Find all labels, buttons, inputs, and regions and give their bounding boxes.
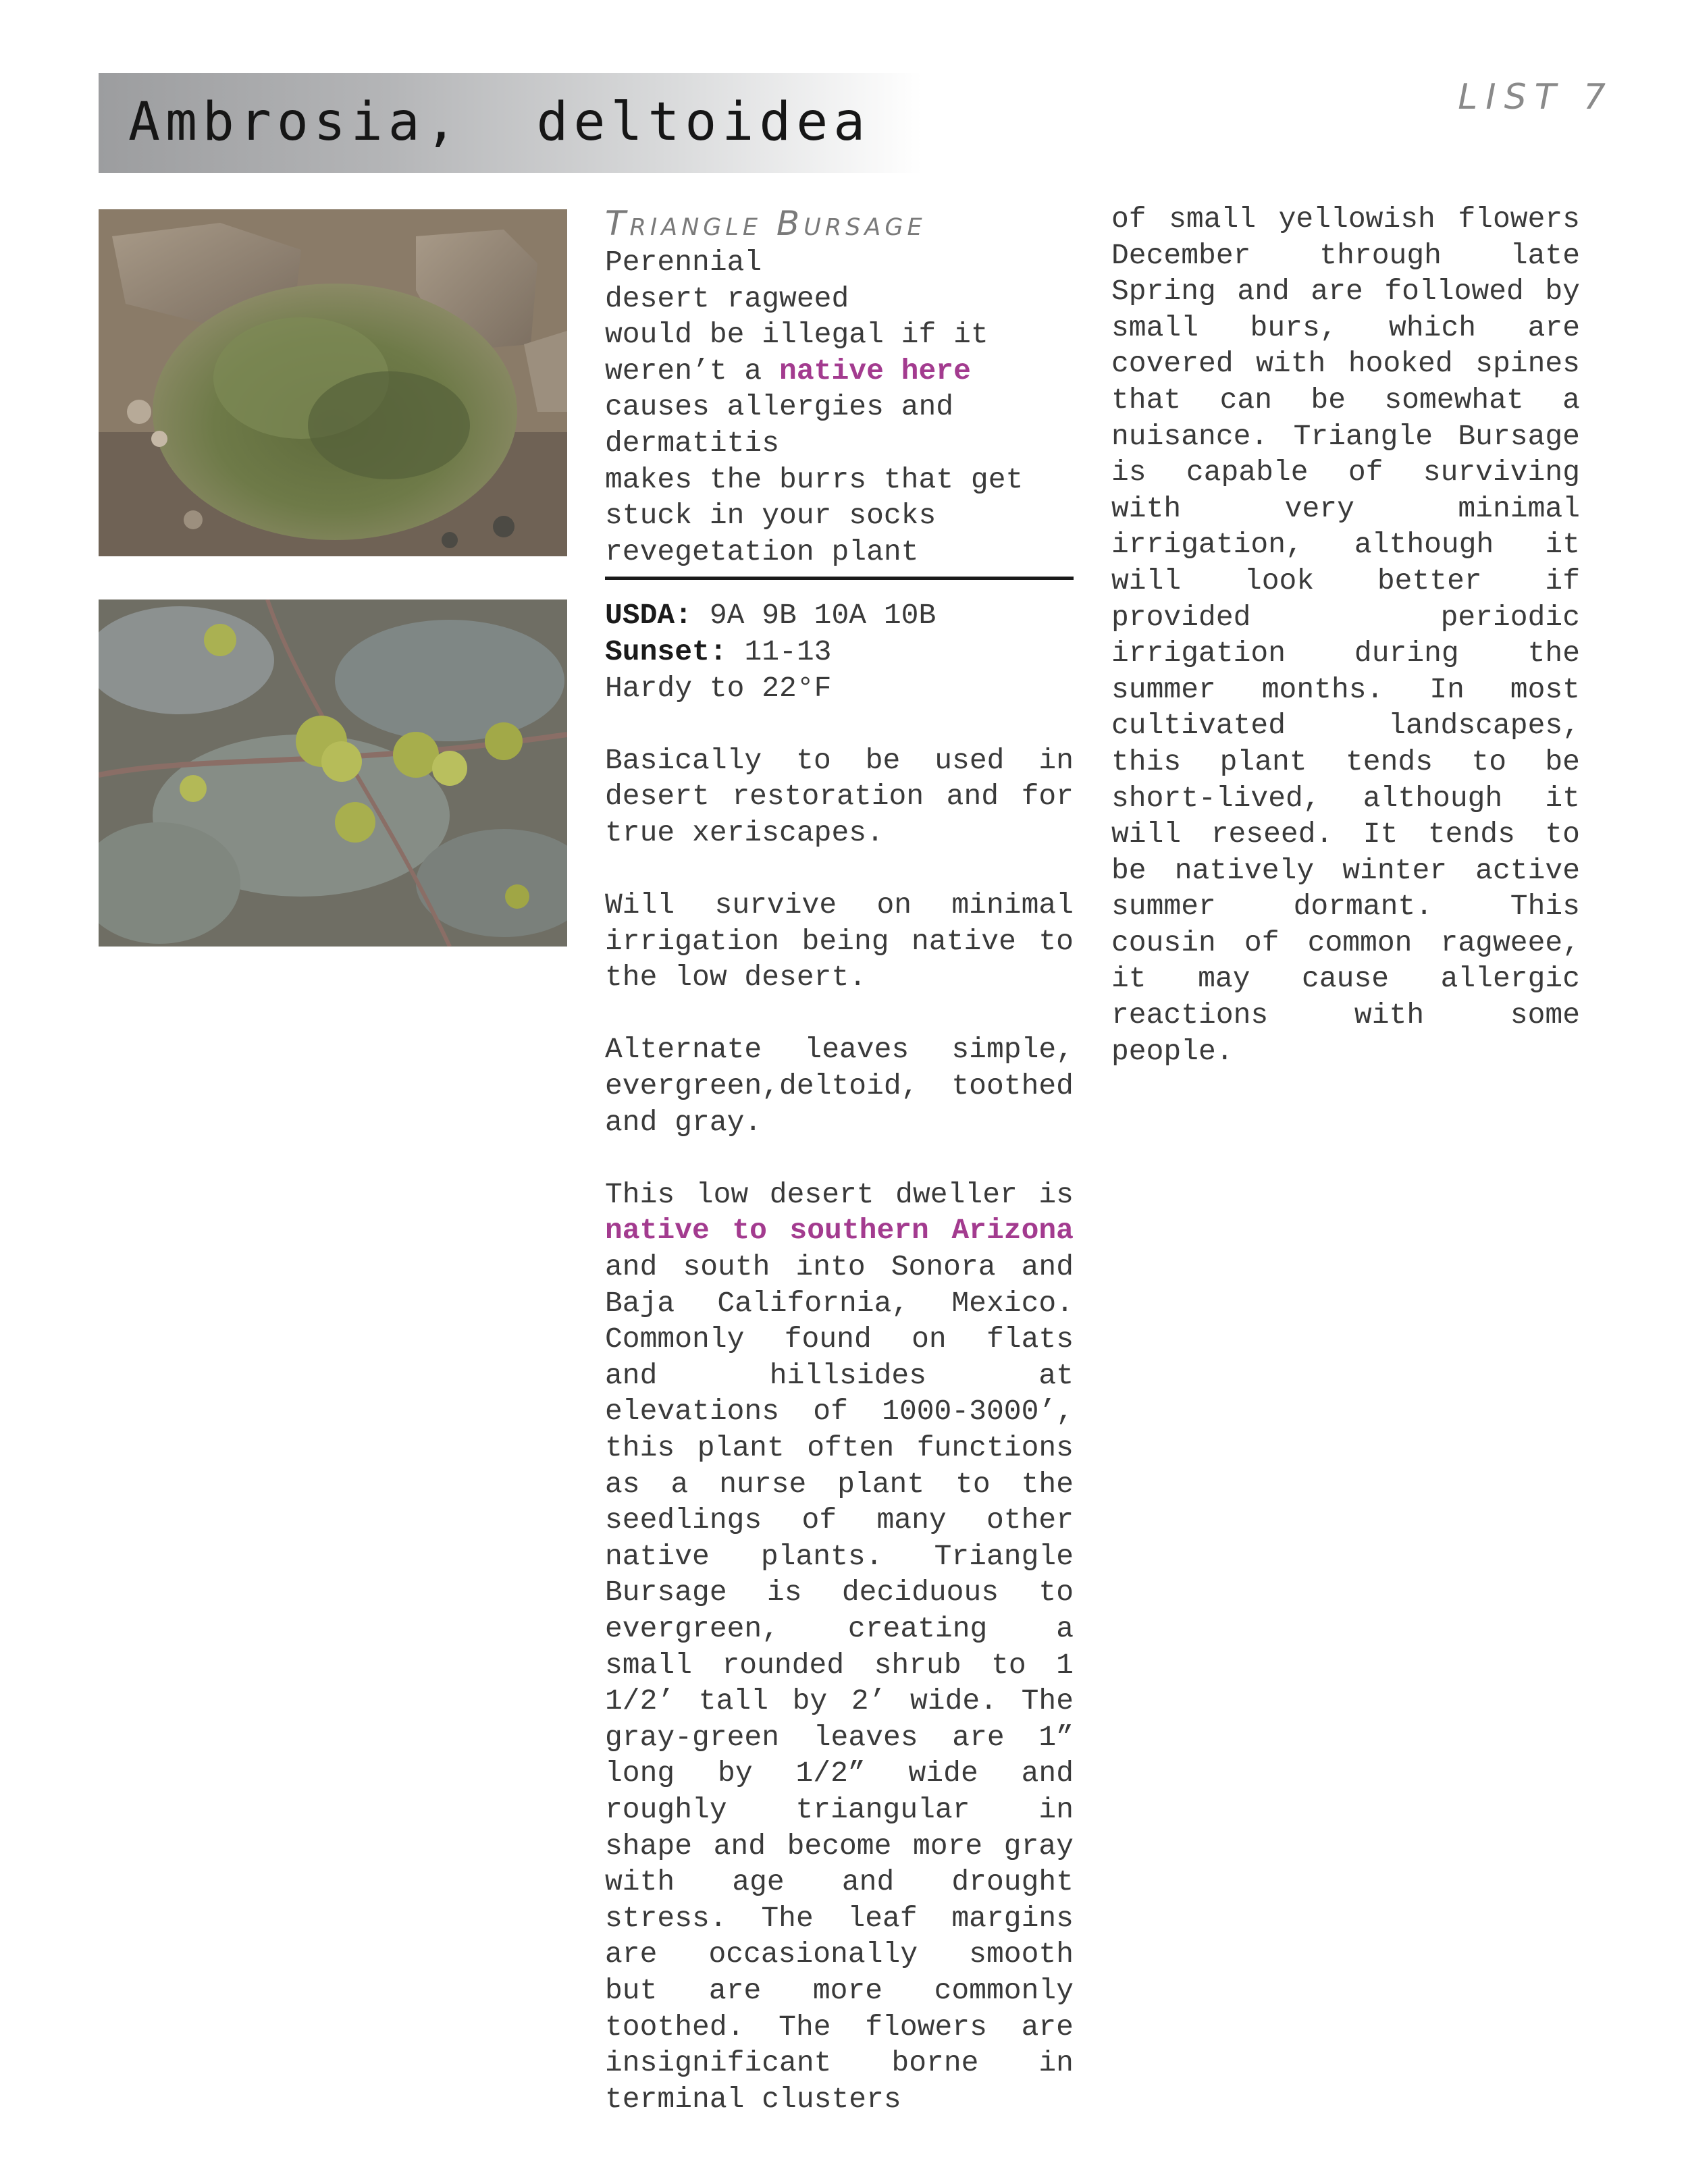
note-line: Perennial (605, 246, 762, 279)
plant-photo-leaves (99, 600, 567, 947)
native-range-highlight: native to southern Arizona (605, 1214, 1074, 1248)
usda-zone (605, 597, 1074, 634)
section-divider (605, 577, 1074, 580)
note-line: makes the burrs that get (605, 462, 1024, 496)
note-line: stuck in your socks (605, 499, 937, 533)
note-line: would be illegal if it (605, 318, 988, 352)
leaves-paragraph: Alternate leaves simple, evergreen,deltoid, toothed and gray. (605, 1033, 1074, 1139)
native-here-highlight: native here (779, 354, 971, 388)
main-column (605, 203, 1074, 2117)
note-line: dermatitis (605, 426, 780, 460)
usda-value: 9A 9B 10A 10B (692, 599, 937, 633)
description-continued: of small yellowish flowers December through late Spring and are followed by small burs, which are covered with hooked spines that can be somewhat a nuisance. Triangle Bursage is capable of surviving with very minimal irrigation, although it will look better if provided periodic irrigation during the summer months. In most cultivated landscapes, this plant tends to be short-lived, although it will reseed. It tends to be natively winter active summer dormant. This cousin of common ragweee, it may cause allergic reactions with some people. (1111, 203, 1580, 1068)
usda-label: USDA: (605, 599, 693, 633)
hardiness: Hardy to 22°F (605, 671, 832, 705)
irrigation-paragraph: Will survive on minimal irrigation being native to the low desert. (605, 888, 1074, 994)
note-line: revegetation plant (605, 535, 919, 568)
description-paragraph (605, 1177, 1074, 2117)
note-line: causes allergies and (605, 390, 954, 424)
list-label: LIST 7 (1458, 77, 1614, 117)
plant-photo-shrub (99, 209, 567, 556)
native-note-prefix: weren’t a (605, 354, 780, 388)
sunset-zone (605, 634, 1074, 670)
note-line: desert ragweed (605, 282, 849, 315)
sunset-label: Sunset: (605, 635, 727, 668)
title-bar (99, 73, 922, 173)
sunset-value: 11-13 (727, 635, 832, 668)
common-name: Triangle Bursage (605, 204, 926, 243)
native-note-line (605, 353, 1074, 390)
page-title: Ambrosia, deltoidea (128, 92, 871, 153)
description-prefix: This low desert dweller is (605, 1177, 1074, 1211)
description-text: and south into Sonora and Baja California, Mexico. Commonly found on flats and hillsides at elevations of 1000-3000’, this plant often functions as a nurse plant to the seedlings of many other native plants. Triangle Bursage is deciduous to evergreen, creating a small rounded shrub to 1 1/2’ tall by 2’ wide. The gray-green leaves are 1” long by 1/2” wide and roughly triangular in shape and become more gray with age and drought stress. The leaf margins are occasionally smooth but are more commonly toothed. The flowers are insignificant borne in terminal clusters (605, 1250, 1074, 2116)
continued-column (1111, 201, 1580, 1069)
usage-paragraph: Basically to be used in desert restoration and for true xeriscapes. (605, 743, 1074, 849)
